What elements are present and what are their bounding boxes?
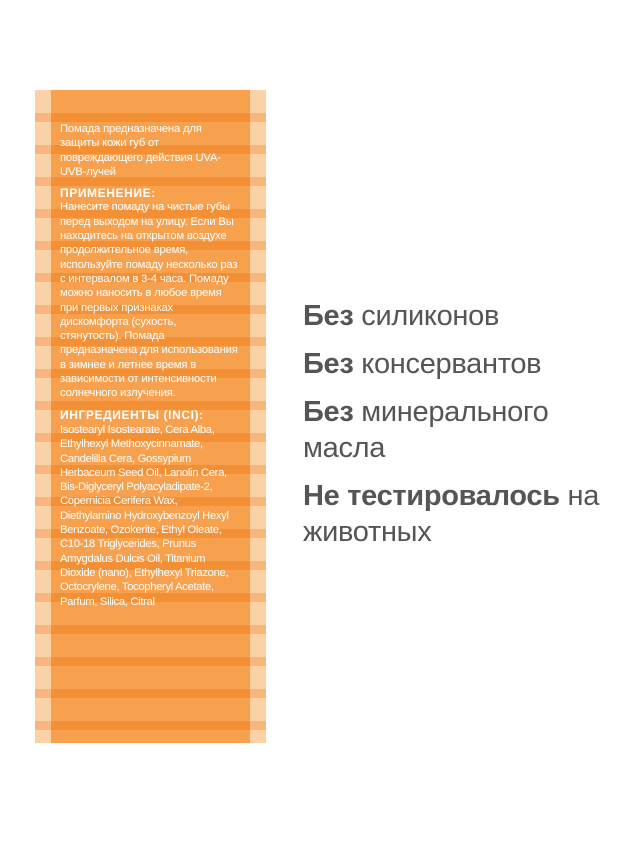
product-label-text xyxy=(60,122,240,609)
claim-no-silicones xyxy=(303,298,623,334)
label-usage-text: Нанесите помаду на чистые губы перед выходом на улицу. Если Вы находитесь на открытом воздухе продолжительное время, используйте помаду несколько раз с интервалом в 3-4 часа. Помаду можно наносить в любое время при первых признаках дискомфорта (сухость, стянутость). Помада предназначена для использования в зимнее и летнее время в зависимости от интенсивности солнечного излучения. xyxy=(60,201,238,400)
claim-no-mineral-oil xyxy=(303,394,623,466)
claim-bold: Без xyxy=(303,300,354,332)
claim-bold: Не тестировалось xyxy=(303,480,560,512)
claim-not-tested-on-animals xyxy=(303,478,623,550)
claim-bold: Без xyxy=(303,396,354,428)
claim-bold: Без xyxy=(303,348,354,380)
label-intro: Помада предназначена для защиты кожи губ от повреждающего действия UVA-UVB-лучей xyxy=(60,123,221,178)
label-ingredients-heading: ИНГРЕДИЕНТЫ (INCI): xyxy=(60,407,204,422)
label-usage-heading: ПРИМЕНЕНИЕ: xyxy=(60,186,156,201)
claim-rest: минерального масла xyxy=(303,396,549,464)
claim-rest: консервантов xyxy=(353,348,542,380)
claim-rest: на животных xyxy=(303,480,600,548)
label-ingredients-text: Isostearyl Isostearate, Cera Alba, Ethylhexyl Methoxycinnamate, Candelilla Cera, Gossypium Herbaceum Seed Oil, Lanolin Cera, Bis-Diglyceryl Polyacyladipate-2, Copernicia Cerifera Wax, Diethylamino Hydroxybenzoyl Hexyl Benzoate, Ozokerite, Ethyl Oleate, C10-18 Triglycerides, Prunus Amygdalus Dulcis Oil, Titanium Dioxide (nano), Ethylhexyl Triazone, Octocrylene, Tocopheryl Acetate, Parfum, Silica, Citral xyxy=(60,423,229,608)
product-claims xyxy=(303,298,623,562)
claim-no-preservatives xyxy=(303,346,623,382)
claim-rest: силиконов xyxy=(353,300,500,332)
